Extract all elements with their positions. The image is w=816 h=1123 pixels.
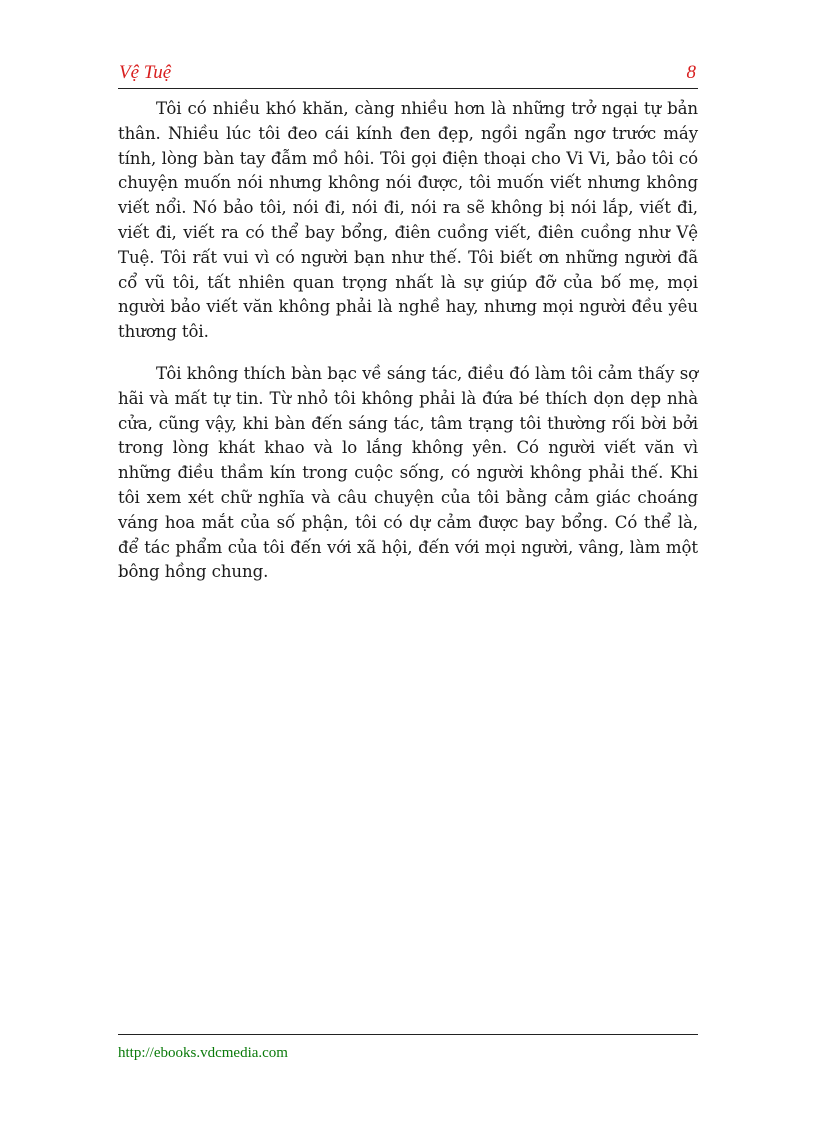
page-body xyxy=(118,97,698,602)
footer-link[interactable]: http://ebooks.vdcmedia.com xyxy=(118,1045,288,1061)
book-title: Vệ Tuệ xyxy=(119,62,172,83)
page-footer xyxy=(118,1034,698,1062)
page-header xyxy=(118,60,698,89)
page-number: 8 xyxy=(686,62,696,83)
paragraph-2: Tôi không thích bàn bạc về sáng tác, điều đó làm tôi cảm thấy sợ hãi và mất tự tin. Từ nhỏ tôi không phải là đứa bé thích dọn dẹp nhà cửa, cũng vậy, khi bàn đến sáng tác, tâm trạng tôi thường rối bời bởi trong lòng khát khao và lo lắng không yên. Có người viết văn vì những điều thầm kín trong cuộc sống, có người không phải thế. Khi tôi xem xét chữ nghĩa và câu chuyện của tôi bằng cảm giác choáng váng hoa mắt của số phận, tôi có dự cảm được bay bổng. Có thể là, để tác phẩm của tôi đến với xã hội, đến với mọi người, vâng, làm một bông hồng chung. xyxy=(118,363,698,582)
paragraph-1: Tôi có nhiều khó khăn, càng nhiều hơn là những trở ngại tự bản thân. Nhiều lúc tôi đeo cái kính đen đẹp, ngồi ngẩn ngơ trước máy tính, lòng bàn tay đẫm mồ hôi. Tôi gọi điện thoại cho Vi Vi, bảo tôi có chuyện muốn nói nhưng không nói được, tôi muốn viết nhưng không viết nổi. Nó bảo tôi, nói đi, nói đi, nói ra sẽ không bị nói lắp, viết đi, viết đi, viết ra có thể bay bổng, điên cuồng viết, điên cuồng như Vệ Tuệ. Tôi rất vui vì có người bạn như thế. Tôi biết ơn những người đã cổ vũ tôi, tất nhiên quan trọng nhất là sự giúp đỡ của bố mẹ, mọi người bảo viết văn không phải là nghề hay, nhưng mọi người đều yêu thương tôi. xyxy=(118,99,698,342)
